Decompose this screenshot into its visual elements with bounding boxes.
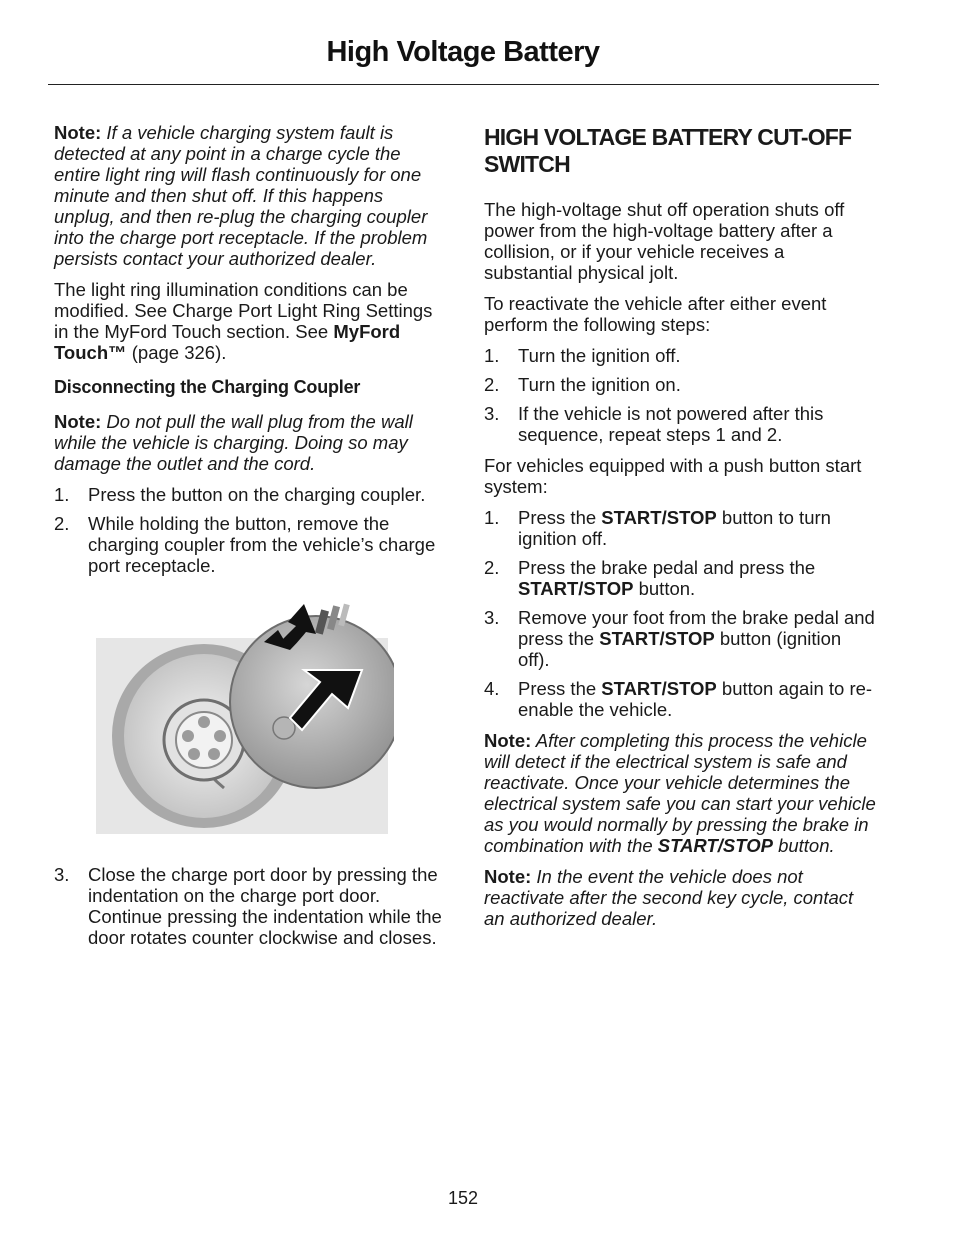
step-number: 3. xyxy=(484,403,500,424)
note-text: After completing this process the vehicle will detect if the electrical system is safe and reactivate. Once your vehicle determines the electrical system safe you can start your vehicle as you would normally by pressing the brake in combination with the xyxy=(484,730,876,856)
list-item xyxy=(54,513,446,576)
step-number: 2. xyxy=(484,374,500,395)
shutoff-paragraph: The high-voltage shut off operation shuts off power from the high-voltage battery after a collision, or if your vehicle receives a substantial physical jolt. xyxy=(484,199,845,283)
push-button-paragraph: For vehicles equipped with a push button start system: xyxy=(484,455,862,497)
note-label: Note: xyxy=(54,122,102,143)
note-wall-plug xyxy=(54,411,446,474)
note-text: If a vehicle charging system fault is detected at any point in a charge cycle the entire light ring will flash continuously for one minute and then shut off. If this happens unplug, and then re-plug the charging coupler into the charge port receptacle. If the problem persists contact your authorized dealer. xyxy=(54,122,428,269)
start-stop-label: START/STOP xyxy=(601,678,717,699)
subheading-disconnecting: Disconnecting the Charging Coupler xyxy=(54,377,361,397)
step-text: button. xyxy=(633,578,696,599)
list-item xyxy=(484,374,876,395)
step-text: Turn the ignition off. xyxy=(518,345,681,366)
step-number: 3. xyxy=(54,864,70,885)
list-item xyxy=(484,607,876,670)
page-reference: (page 326). xyxy=(126,342,227,363)
note-label: Note: xyxy=(484,730,532,751)
note-text: button. xyxy=(772,835,835,856)
start-stop-label: START/STOP xyxy=(518,578,634,599)
step-text: button (ignition off). xyxy=(518,628,842,670)
left-column xyxy=(54,122,446,958)
right-column xyxy=(484,122,876,939)
push-button-steps xyxy=(484,507,876,720)
step-number: 1. xyxy=(484,345,500,366)
list-item xyxy=(54,484,446,505)
step-number: 2. xyxy=(54,513,70,534)
start-stop-label: START/STOP xyxy=(599,628,715,649)
step-number: 3. xyxy=(484,607,500,628)
step-text: Press the brake pedal and press the xyxy=(518,557,816,578)
paragraph-text: The light ring illumination conditions can be modified. See Charge Port Light Ring Settings in the MyFord Touch section. See xyxy=(54,279,433,342)
step-text: Press the xyxy=(518,678,602,699)
step-text: Press the button on the charging coupler. xyxy=(88,484,426,505)
title-divider xyxy=(48,84,879,85)
list-item xyxy=(484,403,876,445)
step-number: 4. xyxy=(484,678,500,699)
step-text: While holding the button, remove the charging coupler from the vehicle’s charge port receptacle. xyxy=(88,513,436,576)
list-item xyxy=(484,678,876,720)
list-item xyxy=(484,507,876,549)
step-text: Turn the ignition on. xyxy=(518,374,681,395)
note-charging-fault xyxy=(54,122,446,269)
close-door-steps xyxy=(54,864,446,948)
step-text: Remove your foot from the brake pedal and press the xyxy=(518,607,875,649)
step-text: Press the xyxy=(518,507,602,528)
step-number: 1. xyxy=(54,484,70,505)
list-item xyxy=(484,557,876,599)
note-label: Note: xyxy=(54,411,102,432)
note-after-completing xyxy=(484,730,876,856)
note-label: Note: xyxy=(484,866,532,887)
step-number: 2. xyxy=(484,557,500,578)
disconnect-steps xyxy=(54,484,446,576)
step-text: button again to re-enable the vehicle. xyxy=(518,678,873,720)
step-text: Close the charge port door by pressing the indentation on the charge port door. Continue pressing the indentation while the door rotates counter clockwise and closes. xyxy=(88,864,442,948)
note-text: In the event the vehicle does not reactivate after the second key cycle, contact an authorized dealer. xyxy=(484,866,854,929)
reactivate-steps xyxy=(484,345,876,445)
note-text: Do not pull the wall plug from the wall while the vehicle is charging. Doing so may damage the outlet and the cord. xyxy=(54,411,413,474)
step-text: If the vehicle is not powered after this sequence, repeat steps 1 and 2. xyxy=(518,403,824,445)
light-ring-paragraph xyxy=(54,279,446,363)
step-number: 1. xyxy=(484,507,500,528)
myford-touch-link[interactable]: MyFord Touch™ xyxy=(54,321,401,363)
list-item xyxy=(54,864,446,948)
start-stop-label: START/STOP xyxy=(657,835,773,856)
page-number: 152 xyxy=(447,1188,479,1208)
list-item xyxy=(484,345,876,366)
step-text: button to turn ignition off. xyxy=(518,507,831,549)
charge-port-illustration xyxy=(94,598,394,838)
reactivate-paragraph: To reactivate the vehicle after either event perform the following steps: xyxy=(484,293,827,335)
page-title: High Voltage Battery xyxy=(326,36,600,68)
start-stop-label: START/STOP xyxy=(601,507,717,528)
note-contact-dealer xyxy=(484,866,876,929)
section-title-cutoff-switch: HIGH VOLTAGE BATTERY CUT-OFF SWITCH xyxy=(484,124,852,177)
